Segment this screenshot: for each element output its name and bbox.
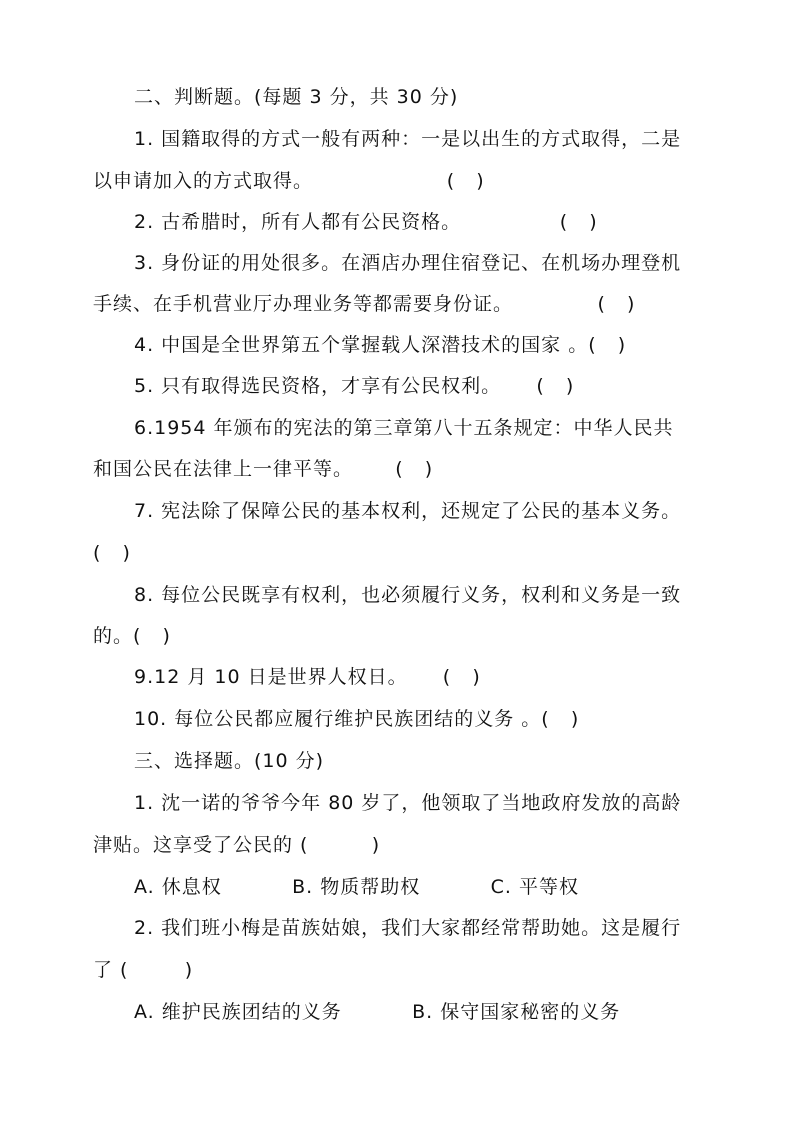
section-2-heading: 二、判断题。(每题 3 分，共 30 分) — [134, 86, 459, 108]
tf-question-4: 4. 中国是全世界第五个掌握载人深潜技术的国家 。( ) — [134, 334, 627, 356]
tf-question-8-line-1: 8. 每位公民既享有权利，也必须履行义务，权利和义务是一致 — [134, 584, 682, 606]
mc-question-2-line-2: 了 ( ) — [93, 959, 194, 981]
tf-question-6-line-2: 和国公民在法律上一律平等。 ( ) — [93, 458, 434, 480]
tf-question-3-line-2: 手续、在手机营业厅办理业务等都需要身份证。 ( ) — [93, 293, 636, 315]
tf-question-7-line-1: 7. 宪法除了保障公民的基本权利，还规定了公民的基本义务。 — [134, 500, 682, 522]
tf-question-7-line-2: ( ) — [93, 542, 131, 564]
tf-question-2: 2. 古希腊时，所有人都有公民资格。 ( ) — [134, 211, 598, 233]
tf-question-9: 9.12 月 10 日是世界人权日。 ( ) — [134, 666, 481, 688]
tf-question-6-line-1: 6.1954 年颁布的宪法的第三章第八十五条规定：中华人民共 — [134, 417, 674, 439]
mc-question-1-line-2: 津贴。这享受了公民的 ( ) — [93, 834, 381, 856]
tf-question-10: 10. 每位公民都应履行维护民族团结的义务 。( ) — [134, 708, 580, 730]
tf-question-5: 5. 只有取得选民资格，才享有公民权利。 ( ) — [134, 375, 575, 397]
tf-question-3-line-1: 3. 身份证的用处很多。在酒店办理住宿登记、在机场办理登机 — [134, 252, 682, 274]
tf-question-1-line-1: 1. 国籍取得的方式一般有两种：一是以出生的方式取得，二是 — [134, 128, 682, 150]
mc-question-1-options: A. 休息权 B. 物质帮助权 C. 平等权 — [134, 876, 579, 898]
tf-question-1-line-2: 以申请加入的方式取得。 ( ) — [93, 170, 485, 192]
mc-question-2-line-1: 2. 我们班小梅是苗族姑娘，我们大家都经常帮助她。这是履行 — [134, 917, 682, 939]
mc-question-2-options: A. 维护民族团结的义务 B. 保守国家秘密的义务 — [134, 1001, 621, 1023]
section-3-heading: 三、选择题。(10 分) — [134, 750, 325, 772]
tf-question-8-line-2: 的。( ) — [93, 625, 171, 647]
mc-question-1-line-1: 1. 沈一诺的爷爷今年 80 岁了，他领取了当地政府发放的高龄 — [134, 792, 682, 814]
